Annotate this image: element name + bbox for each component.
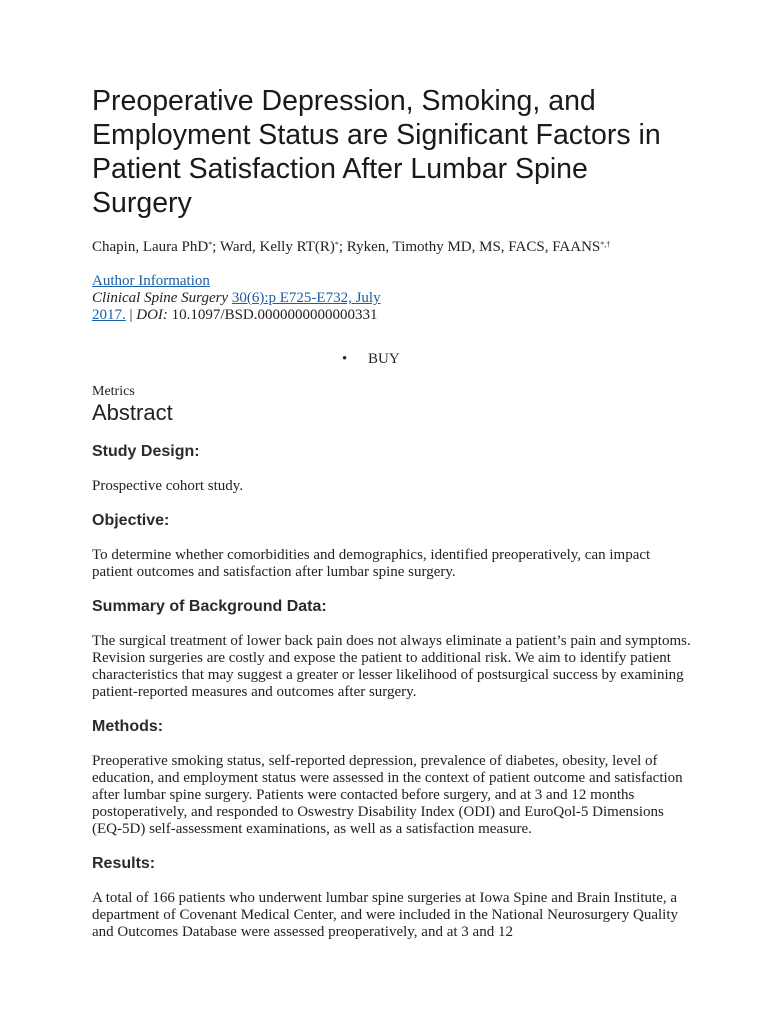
- author-affiliation-marker: *: [334, 240, 339, 249]
- article-page: [92, 84, 692, 941]
- abstract-heading: Abstract: [92, 400, 173, 425]
- journal-name: Clinical Spine Surgery: [92, 290, 229, 306]
- author-name: Ryken, Timothy MD, MS, FACS, FAANS: [346, 239, 601, 255]
- background-heading: Summary of Background Data:: [92, 598, 327, 615]
- buy-link[interactable]: BUY: [368, 351, 400, 367]
- background-text: The surgical treatment of lower back pain does not always eliminate a patient’s pain and symptoms. Revision surgeries are costly and expose the patient to additional risk. We aim to identify patient characteristics that may suggest a greater or lesser likelihood of postsurgical success by examining patient-reported measures and outcomes after surgery.: [92, 633, 691, 700]
- author-name: Ward, Kelly RT(R): [219, 239, 335, 255]
- volume-issue-link[interactable]: 30(6):p E725-E732, July: [231, 290, 381, 306]
- results-text: A total of 166 patients who underwent lumbar spine surgeries at Iowa Spine and Brain Institute, a department of Covenant Medical Center, and were included in the National Neurosurgery Quality and Outcomes Database were assessed preoperatively, and at 3 and 12: [92, 890, 679, 940]
- study-design-heading: Study Design:: [92, 443, 200, 460]
- doi-label: DOI:: [136, 307, 168, 323]
- author-list: [92, 238, 692, 256]
- methods-heading: Methods:: [92, 718, 164, 735]
- buy-list-item: [92, 350, 692, 368]
- methods-text: Preoperative smoking status, self-reported depression, prevalence of diabetes, obesity, level of education, and employment status were assessed in the context of patient outcome and satisfaction after lumbar spine surgery. Patients were contacted before surgery, and at 3 and 12 months postoperatively, and responded to Oswestry Disability Index (ODI) and EuroQol-5 Dimensions (EQ-5D) self-assessment examinations, as well as a satisfaction measure.: [92, 753, 683, 837]
- author-affiliation-marker: *,†: [600, 240, 611, 249]
- citation-separator: |: [125, 307, 137, 323]
- metrics-label[interactable]: Metrics: [92, 384, 135, 399]
- bullet-icon: •: [342, 351, 348, 367]
- author-affiliation-marker: *: [208, 240, 213, 249]
- author-separator: ;: [212, 239, 220, 255]
- volume-year-link[interactable]: 2017.: [92, 307, 126, 323]
- citation-line: [92, 290, 692, 324]
- author-separator: ;: [338, 239, 347, 255]
- objective-heading: Objective:: [92, 512, 170, 529]
- doi-value: 10.1097/BSD.0000000000000331: [167, 307, 378, 323]
- author-information-row: [92, 273, 692, 290]
- author-information-link[interactable]: Author Information: [92, 273, 210, 289]
- objective-text: To determine whether comorbidities and demographics, identified preoperatively, can impact patient outcomes and satisfaction after lumbar spine surgery.: [92, 547, 651, 580]
- results-heading: Results:: [92, 855, 156, 872]
- study-design-text: Prospective cohort study.: [92, 478, 244, 494]
- author-name: Chapin, Laura PhD: [92, 239, 209, 255]
- article-title: Preoperative Depression, Smoking, and Employment Status are Significant Factors in Patient Satisfaction After Lumbar Spine Surgery: [92, 85, 661, 219]
